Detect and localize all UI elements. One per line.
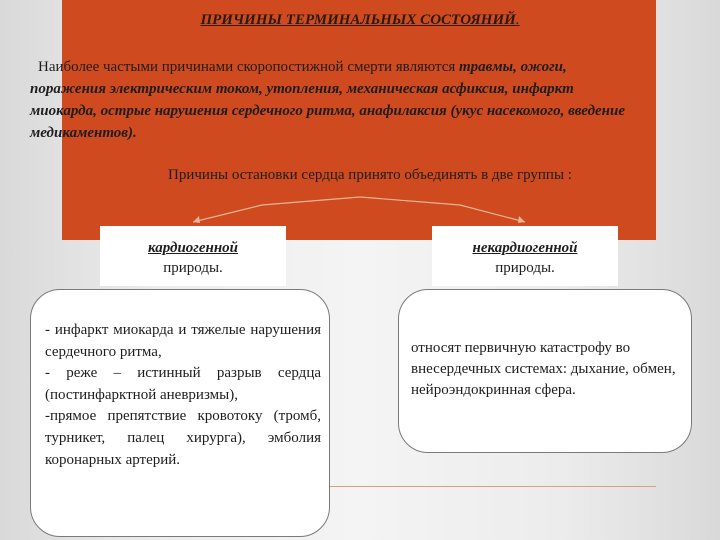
cardiogenic-causes-card [30,289,330,537]
label-noncardiogenic-rest: природы. [495,260,555,276]
list-item: -прямое препятствие кровотоку (тромб, турникет, палец хирурга), эмболия коронарных артерий. [45,408,321,468]
cardiogenic-causes-list [45,320,321,471]
label-cardiogenic-emphasis: кардиогенной [147,240,238,256]
lead-paragraph [30,56,630,144]
label-cardiogenic-rest: природы. [163,260,223,276]
noncardiogenic-causes-text: относят первичную катастрофу во внесердечных системах: дыхание, обмен, нейроэндокринная сфера. [411,340,676,398]
list-item: - реже – истинный разрыв сердца (постинфарктной аневризмы), [45,365,321,403]
groups-intro: Причины остановки сердца принято объединять в две группы : [168,167,572,183]
label-noncardiogenic [432,226,618,286]
list-item: - инфаркт миокарда и тяжелые нарушения сердечного ритма, [45,322,321,360]
label-cardiogenic [100,226,286,286]
slide-title: ПРИЧИНЫ ТЕРМИНАЛЬНЫХ СОСТОЯНИЙ. [200,12,520,28]
divider-line [330,486,656,487]
lead-emphasis-text: травмы, ожоги, поражения электрическим током, утопления, механическая асфиксия, инфаркт миокарда, острые нарушения сердечного ритма, анафилаксия (укус насекомого, введение медикаментов). [30,59,625,141]
lead-plain-text: Наиболее частыми причинами скоропостижной смерти являются [38,59,456,75]
noncardiogenic-causes-card [398,289,692,453]
label-noncardiogenic-emphasis: некардиогенной [472,240,578,256]
